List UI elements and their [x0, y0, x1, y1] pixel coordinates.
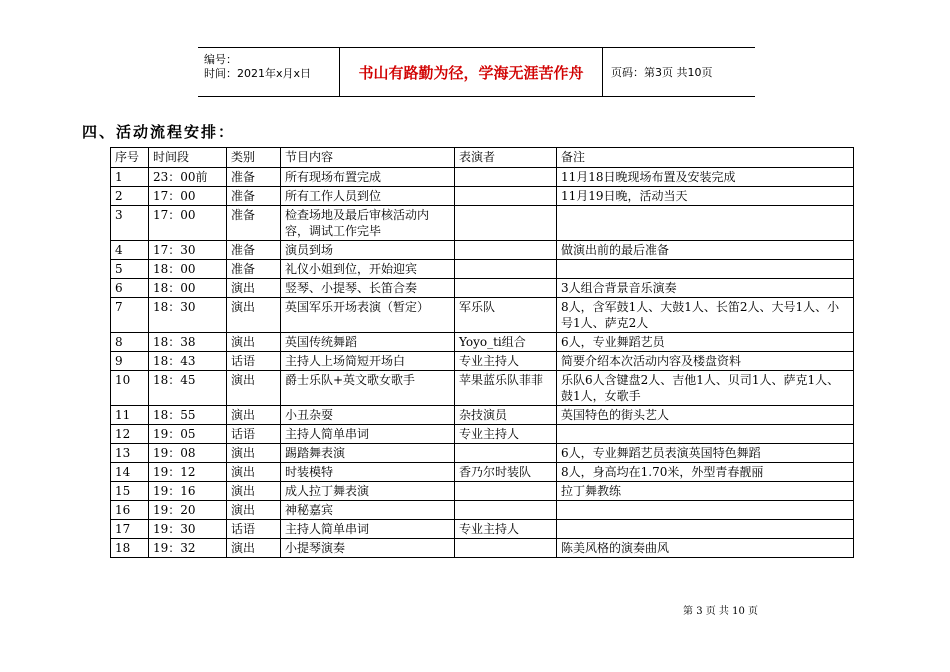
- table-row: [111, 501, 854, 520]
- cell-content: 神秘嘉宾: [281, 501, 455, 520]
- cell-content: 小提琴演奏: [281, 539, 455, 558]
- cell-performer: [455, 168, 557, 187]
- cell-performer: [455, 187, 557, 206]
- table-row: [111, 406, 854, 425]
- table-row: [111, 482, 854, 501]
- cell-time: 18：00: [149, 260, 227, 279]
- cell-index: 1: [111, 168, 149, 187]
- cell-index: 6: [111, 279, 149, 298]
- table-row: [111, 187, 854, 206]
- header-page: 页码：第3页 共10页: [611, 66, 713, 79]
- cell-index: 5: [111, 260, 149, 279]
- cell-remark: [557, 520, 854, 539]
- cell-category: 演出: [227, 463, 281, 482]
- cell-performer: 专业主持人: [455, 425, 557, 444]
- table-row: [111, 520, 854, 539]
- cell-time: 19：05: [149, 425, 227, 444]
- cell-performer: [455, 501, 557, 520]
- header-number: 编号：: [204, 53, 237, 66]
- cell-remark: [557, 260, 854, 279]
- cell-index: 7: [111, 298, 149, 333]
- cell-content: 英国传统舞蹈: [281, 333, 455, 352]
- cell-time: 19：30: [149, 520, 227, 539]
- cell-time: 19：08: [149, 444, 227, 463]
- cell-index: 9: [111, 352, 149, 371]
- cell-time: 17：00: [149, 206, 227, 241]
- cell-time: 19：16: [149, 482, 227, 501]
- cell-remark: 11月19日晚，活动当天: [557, 187, 854, 206]
- cell-performer: [455, 539, 557, 558]
- table-row: [111, 241, 854, 260]
- cell-index: 3: [111, 206, 149, 241]
- cell-content: 竖琴、小提琴、长笛合奏: [281, 279, 455, 298]
- cell-category: 准备: [227, 206, 281, 241]
- cell-remark: 8人，身高均在1.70米，外型青春靓丽: [557, 463, 854, 482]
- cell-time: 19：32: [149, 539, 227, 558]
- cell-category: 演出: [227, 539, 281, 558]
- cell-performer: 苹果蓝乐队菲菲: [455, 371, 557, 406]
- header-col-performer: 表演者: [455, 148, 557, 168]
- cell-category: 演出: [227, 444, 281, 463]
- cell-index: 14: [111, 463, 149, 482]
- cell-index: 18: [111, 539, 149, 558]
- table-row: [111, 279, 854, 298]
- table-row: [111, 298, 854, 333]
- header-slogan: 书山有路勤为径，学海无涯苦作舟: [340, 48, 603, 96]
- cell-category: 话语: [227, 425, 281, 444]
- cell-time: 18：00: [149, 279, 227, 298]
- cell-remark: 英国特色的街头艺人: [557, 406, 854, 425]
- cell-content: 所有工作人员到位: [281, 187, 455, 206]
- cell-content: 检查场地及最后审核活动内容，调试工作完毕: [281, 206, 455, 241]
- cell-content: 爵士乐队+英文歌女歌手: [281, 371, 455, 406]
- cell-remark: 3人组合背景音乐演奏: [557, 279, 854, 298]
- table-row: [111, 371, 854, 406]
- table-body: [111, 168, 854, 558]
- cell-remark: 11月18日晚现场布置及安装完成: [557, 168, 854, 187]
- cell-category: 演出: [227, 482, 281, 501]
- cell-content: 礼仪小姐到位，开始迎宾: [281, 260, 455, 279]
- header-col-content: 节目内容: [281, 148, 455, 168]
- cell-performer: 专业主持人: [455, 352, 557, 371]
- cell-content: 小丑杂耍: [281, 406, 455, 425]
- cell-remark: 陈美风格的演奏曲风: [557, 539, 854, 558]
- cell-time: 17：00: [149, 187, 227, 206]
- cell-performer: [455, 260, 557, 279]
- cell-time: 18：45: [149, 371, 227, 406]
- cell-performer: [455, 482, 557, 501]
- cell-remark: 8人，含军鼓1人、大鼓1人、长笛2人、大号1人、小号1人、萨克2人: [557, 298, 854, 333]
- header-col-remark: 备注: [557, 148, 854, 168]
- cell-remark: [557, 425, 854, 444]
- cell-remark: [557, 501, 854, 520]
- cell-index: 2: [111, 187, 149, 206]
- cell-category: 演出: [227, 333, 281, 352]
- cell-performer: [455, 206, 557, 241]
- table-row: [111, 425, 854, 444]
- cell-content: 主持人简单串词: [281, 520, 455, 539]
- cell-index: 11: [111, 406, 149, 425]
- cell-content: 主持人简单串词: [281, 425, 455, 444]
- schedule-table: [110, 147, 854, 558]
- cell-category: 准备: [227, 260, 281, 279]
- cell-index: 12: [111, 425, 149, 444]
- cell-content: 时装模特: [281, 463, 455, 482]
- cell-category: 话语: [227, 352, 281, 371]
- cell-content: 所有现场布置完成: [281, 168, 455, 187]
- header-col-index: 序号: [111, 148, 149, 168]
- cell-index: 13: [111, 444, 149, 463]
- cell-performer: [455, 241, 557, 260]
- cell-remark: 6人，专业舞蹈艺员: [557, 333, 854, 352]
- table-row: [111, 539, 854, 558]
- cell-content: 演员到场: [281, 241, 455, 260]
- cell-performer: [455, 279, 557, 298]
- cell-category: 演出: [227, 371, 281, 406]
- cell-time: 18：38: [149, 333, 227, 352]
- page-header: [198, 47, 755, 97]
- cell-category: 准备: [227, 187, 281, 206]
- cell-performer: 香乃尔时装队: [455, 463, 557, 482]
- cell-category: 准备: [227, 168, 281, 187]
- cell-time: 18：30: [149, 298, 227, 333]
- page-footer: 第 3 页 共 10 页: [683, 606, 758, 617]
- cell-category: 演出: [227, 279, 281, 298]
- cell-content: 踢踏舞表演: [281, 444, 455, 463]
- table-row: [111, 352, 854, 371]
- table-header-row: [111, 148, 854, 168]
- cell-performer: 专业主持人: [455, 520, 557, 539]
- cell-index: 15: [111, 482, 149, 501]
- cell-index: 10: [111, 371, 149, 406]
- cell-performer: Yoyo_ti组合: [455, 333, 557, 352]
- cell-performer: 杂技演员: [455, 406, 557, 425]
- cell-time: 17：30: [149, 241, 227, 260]
- table-row: [111, 333, 854, 352]
- cell-category: 准备: [227, 241, 281, 260]
- cell-index: 17: [111, 520, 149, 539]
- cell-remark: [557, 206, 854, 241]
- cell-content: 成人拉丁舞表演: [281, 482, 455, 501]
- cell-remark: 做演出前的最后准备: [557, 241, 854, 260]
- cell-remark: 简要介绍本次活动内容及楼盘资料: [557, 352, 854, 371]
- cell-time: 18：43: [149, 352, 227, 371]
- cell-time: 19：20: [149, 501, 227, 520]
- cell-category: 演出: [227, 501, 281, 520]
- cell-category: 话语: [227, 520, 281, 539]
- header-col-time: 时间段: [149, 148, 227, 168]
- table-row: [111, 206, 854, 241]
- cell-index: 4: [111, 241, 149, 260]
- table-row: [111, 168, 854, 187]
- table-row: [111, 260, 854, 279]
- section-title: 四、活动流程安排：: [82, 123, 236, 141]
- cell-remark: 拉丁舞教练: [557, 482, 854, 501]
- cell-time: 18：55: [149, 406, 227, 425]
- cell-content: 主持人上场简短开场白: [281, 352, 455, 371]
- header-col-category: 类别: [227, 148, 281, 168]
- cell-index: 16: [111, 501, 149, 520]
- table-row: [111, 463, 854, 482]
- table-row: [111, 444, 854, 463]
- cell-index: 8: [111, 333, 149, 352]
- cell-performer: [455, 444, 557, 463]
- cell-time: 23：00前: [149, 168, 227, 187]
- cell-time: 19：12: [149, 463, 227, 482]
- cell-performer: 军乐队: [455, 298, 557, 333]
- cell-remark: 6人，专业舞蹈艺员表演英国特色舞蹈: [557, 444, 854, 463]
- cell-content: 英国军乐开场表演（暂定）: [281, 298, 455, 333]
- cell-remark: 乐队6人含键盘2人、吉他1人、贝司1人、萨克1人、鼓1人，女歌手: [557, 371, 854, 406]
- header-time: 时间：2021年x月x日: [204, 67, 312, 80]
- cell-category: 演出: [227, 406, 281, 425]
- cell-category: 演出: [227, 298, 281, 333]
- header-meta: [198, 48, 340, 96]
